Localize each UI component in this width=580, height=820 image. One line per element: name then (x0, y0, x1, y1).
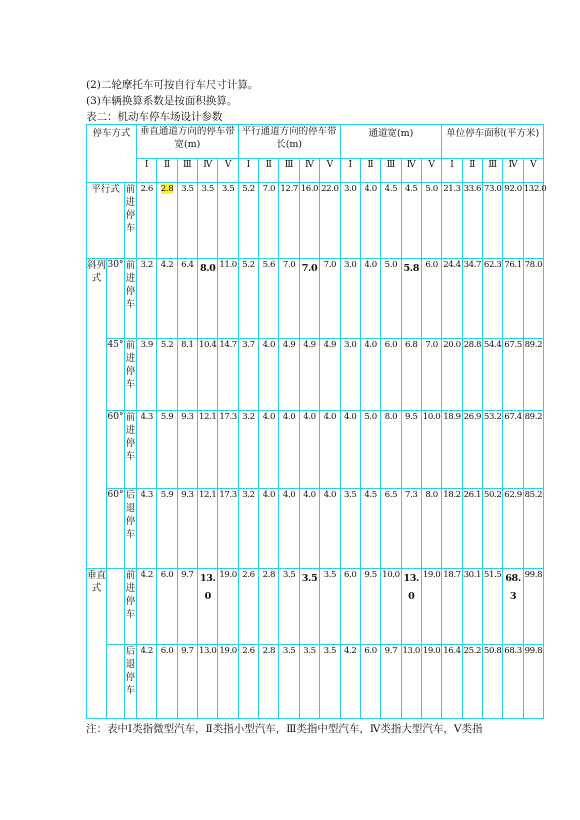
header-class-cell: Ⅴ (421, 159, 441, 183)
value-cell: 8.0 (381, 411, 401, 489)
value-cell: 13.0 (401, 645, 421, 719)
value-cell: 16.0 (299, 183, 319, 259)
value-cell: 4.0 (320, 411, 340, 489)
value-cell: 17.3 (218, 489, 238, 569)
header-group-unit-area: 单位停车面积(平方米) (442, 125, 544, 159)
header-class-cell: Ⅴ (218, 159, 238, 183)
value-cell: 4.0 (279, 489, 299, 569)
value-cell: 85.2 (523, 489, 543, 569)
value-cell: 12.1 (198, 489, 218, 569)
note-line-2: (2)二轮摩托车可按自行车尺寸计算。 (86, 79, 259, 91)
value-cell: 5.2 (238, 183, 258, 259)
value-cell: 4.5 (360, 489, 380, 569)
header-class-cell: Ⅲ (381, 159, 401, 183)
value-cell: 13.0 (198, 569, 218, 645)
value-cell: 11.0 (218, 259, 238, 339)
value-cell: 6.0 (421, 259, 441, 339)
value-cell: 5.2 (238, 259, 258, 339)
value-cell: 4.3 (137, 411, 157, 489)
angle-cell: 30° (107, 259, 125, 339)
value-cell: 25.2 (462, 645, 482, 719)
header-group-aisle-width: 通道宽(m) (340, 125, 442, 159)
parking-mode-cell: 前进停车 (125, 411, 137, 489)
value-cell: 4.0 (360, 183, 380, 259)
header-group-parallel-length: 平行通道方向的停车带长(m) (238, 125, 340, 159)
value-cell: 6.4 (177, 259, 197, 339)
value-cell: 7.0 (259, 183, 279, 259)
value-cell: 18.2 (442, 489, 462, 569)
value-cell: 6.5 (381, 489, 401, 569)
angle-cell: 60° (107, 489, 125, 569)
value-cell: 4.2 (137, 645, 157, 719)
value-cell: 2.8 (259, 645, 279, 719)
value-cell: 50.2 (483, 489, 503, 569)
value-cell: 20.0 (442, 339, 462, 411)
parking-mode-cell: 后退停车 (125, 489, 137, 569)
value-cell: 67.4 (503, 411, 523, 489)
value-cell: 62.9 (503, 489, 523, 569)
value-cell: 4.9 (279, 339, 299, 411)
angle-cell: 45° (107, 339, 125, 411)
value-cell: 13.0 (198, 645, 218, 719)
value-cell: 3.5 (299, 569, 319, 645)
value-cell: 6.0 (157, 569, 177, 645)
header-class-cell: Ⅳ (401, 159, 421, 183)
value-cell: 3.5 (340, 489, 360, 569)
category-cell: 斜列式 (87, 259, 107, 569)
parking-mode-cell: 前进停车 (125, 339, 137, 411)
value-cell: 9.7 (177, 569, 197, 645)
header-group-perpendicular-width: 垂直通道方向的停车带宽(m) (137, 125, 239, 159)
value-cell: 51.5 (483, 569, 503, 645)
value-cell: 4.2 (157, 259, 177, 339)
table-row (87, 489, 544, 569)
value-cell: 3.9 (137, 339, 157, 411)
value-cell: 50.8 (483, 645, 503, 719)
value-cell: 78.0 (523, 259, 543, 339)
value-cell: 9.7 (177, 645, 197, 719)
value-cell: 73.0 (483, 183, 503, 259)
angle-cell (107, 645, 125, 719)
value-cell: 4.0 (320, 489, 340, 569)
value-cell: 5.0 (381, 259, 401, 339)
value-cell: 68.3 (503, 645, 523, 719)
value-cell: 3.5 (299, 645, 319, 719)
value-cell: 22.0 (320, 183, 340, 259)
value-cell: 26.1 (462, 489, 482, 569)
value-cell: 9.5 (401, 411, 421, 489)
value-cell: 92.0 (503, 183, 523, 259)
value-cell: 2.6 (238, 569, 258, 645)
value-cell: 19.0 (218, 645, 238, 719)
value-cell: 4.0 (279, 411, 299, 489)
value-cell: 34.7 (462, 259, 482, 339)
value-cell: 4.2 (340, 645, 360, 719)
header-class-cell: Ⅴ (320, 159, 340, 183)
value-cell: 5.8 (401, 259, 421, 339)
angle-cell (107, 569, 125, 645)
value-cell: 99.8 (523, 645, 543, 719)
value-cell: 4.2 (137, 569, 157, 645)
value-cell: 3.5 (177, 183, 197, 259)
value-cell: 5.2 (157, 339, 177, 411)
value-cell: 9.5 (360, 569, 380, 645)
value-cell: 2.6 (137, 183, 157, 259)
category-cell: 垂直式 (87, 569, 107, 719)
value-cell: 3.0 (340, 339, 360, 411)
header-class-cell: Ⅲ (483, 159, 503, 183)
value-cell: 132.0 (523, 183, 543, 259)
value-cell: 8.1 (177, 339, 197, 411)
table-row (87, 569, 544, 645)
value-cell: 3.2 (238, 489, 258, 569)
value-cell: 4.0 (259, 489, 279, 569)
value-cell: 12.1 (198, 411, 218, 489)
value-cell: 4.0 (360, 259, 380, 339)
value-cell: 9.3 (177, 489, 197, 569)
table-row (87, 645, 544, 719)
header-class-cell: Ⅱ (259, 159, 279, 183)
value-cell: 7.0 (421, 339, 441, 411)
value-cell: 10.0 (381, 569, 401, 645)
value-cell: 6.0 (381, 339, 401, 411)
parking-mode-cell: 前进停车 (125, 569, 137, 645)
value-cell: 6.0 (360, 645, 380, 719)
header-class-cell: Ⅳ (198, 159, 218, 183)
value-cell: 5.0 (360, 411, 380, 489)
parking-mode-cell: 前进停车 (125, 259, 137, 339)
angle-cell: 60° (107, 411, 125, 489)
value-cell: 19.0 (421, 569, 441, 645)
value-cell: 68.3 (503, 569, 523, 645)
value-cell: 4.0 (259, 411, 279, 489)
value-cell: 5.9 (157, 411, 177, 489)
value-cell: 6.0 (340, 569, 360, 645)
value-cell: 4.0 (299, 489, 319, 569)
value-cell: 8.0 (421, 489, 441, 569)
value-cell: 28.8 (462, 339, 482, 411)
value-cell: 4.3 (137, 489, 157, 569)
footnote: 注：表中Ⅰ类指微型汽车，Ⅱ类指小型汽车，Ⅲ类指中型汽车，Ⅳ类指大型汽车，Ⅴ类指 (86, 723, 483, 735)
value-cell: 99.8 (523, 569, 543, 645)
value-cell: 76.1 (503, 259, 523, 339)
value-cell: 19.0 (421, 645, 441, 719)
value-cell: 7.0 (299, 259, 319, 339)
value-cell: 67.5 (503, 339, 523, 411)
value-cell: 18.7 (442, 569, 462, 645)
value-cell: 4.9 (320, 339, 340, 411)
value-cell: 7.0 (279, 259, 299, 339)
table-caption: 表二：机动车停车场设计参数 (86, 111, 223, 123)
value-cell: 4.9 (299, 339, 319, 411)
header-class-cell: Ⅱ (462, 159, 482, 183)
header-row-classes (87, 159, 544, 183)
value-cell: 5.9 (157, 489, 177, 569)
value-cell: 4.5 (381, 183, 401, 259)
value-cell: 4.5 (401, 183, 421, 259)
value-cell: 3.7 (238, 339, 258, 411)
value-cell: 14.7 (218, 339, 238, 411)
value-cell: 13.0 (401, 569, 421, 645)
header-class-cell: Ⅱ (157, 159, 177, 183)
value-cell: 7.3 (401, 489, 421, 569)
value-cell: 54.4 (483, 339, 503, 411)
value-cell: 33.6 (462, 183, 482, 259)
value-cell: 53.2 (483, 411, 503, 489)
value-cell: 21.3 (442, 183, 462, 259)
value-cell: 17.3 (218, 411, 238, 489)
header-class-cell: Ⅰ (137, 159, 157, 183)
value-cell: 6.8 (401, 339, 421, 411)
header-class-cell: Ⅱ (360, 159, 380, 183)
parking-mode-cell: 后退停车 (125, 645, 137, 719)
table-row (87, 183, 544, 259)
value-cell: 26.9 (462, 411, 482, 489)
value-cell: 6.0 (157, 645, 177, 719)
value-cell: 3.2 (238, 411, 258, 489)
header-class-cell: Ⅲ (177, 159, 197, 183)
table-row (87, 339, 544, 411)
parking-parameters-table (86, 124, 547, 719)
value-cell: 4.0 (340, 411, 360, 489)
table-row (87, 259, 544, 339)
value-cell: 9.7 (381, 645, 401, 719)
table-row (87, 411, 544, 489)
value-cell: 5.0 (421, 183, 441, 259)
value-cell: 18.9 (442, 411, 462, 489)
value-cell: 89.2 (523, 339, 543, 411)
value-cell: 3.0 (340, 183, 360, 259)
value-cell: 3.5 (320, 569, 340, 645)
header-class-cell: Ⅴ (523, 159, 543, 183)
value-cell: 10.0 (421, 411, 441, 489)
value-cell: 3.5 (320, 645, 340, 719)
value-cell: 12.7 (279, 183, 299, 259)
header-class-cell: Ⅲ (279, 159, 299, 183)
highlighted-value: 2.8 (160, 184, 174, 194)
value-cell: 3.5 (218, 183, 238, 259)
value-cell: 16.4 (442, 645, 462, 719)
value-cell: 4.0 (299, 411, 319, 489)
value-cell: 3.5 (198, 183, 218, 259)
value-cell: 2.6 (238, 645, 258, 719)
value-cell: 4.0 (259, 339, 279, 411)
value-cell: 62.3 (483, 259, 503, 339)
value-cell: 3.5 (279, 645, 299, 719)
value-cell: 19.0 (218, 569, 238, 645)
value-cell: 24.4 (442, 259, 462, 339)
value-cell: 10.4 (198, 339, 218, 411)
value-cell: 30.1 (462, 569, 482, 645)
value-cell: 3.2 (137, 259, 157, 339)
header-class-cell: Ⅰ (340, 159, 360, 183)
value-cell: 3.0 (340, 259, 360, 339)
header-class-cell: Ⅳ (299, 159, 319, 183)
header-mode: 停车方式 (87, 125, 137, 183)
note-line-3: (3)车辆换算系数是按面积换算。 (86, 95, 238, 107)
value-cell: 2.8 (259, 569, 279, 645)
value-cell: 7.0 (320, 259, 340, 339)
header-class-cell: Ⅳ (503, 159, 523, 183)
header-class-cell: Ⅰ (442, 159, 462, 183)
value-cell (157, 183, 177, 259)
table-body (87, 125, 547, 719)
value-cell: 3.5 (279, 569, 299, 645)
value-cell: 9.3 (177, 411, 197, 489)
category-cell: 平行式 (87, 183, 125, 259)
header-row-groups (87, 125, 544, 159)
parking-mode-cell: 前进停车 (125, 183, 137, 259)
value-cell: 89.2 (523, 411, 543, 489)
value-cell: 4.0 (360, 339, 380, 411)
header-class-cell: Ⅰ (238, 159, 258, 183)
value-cell: 5.6 (259, 259, 279, 339)
value-cell: 8.0 (198, 259, 218, 339)
